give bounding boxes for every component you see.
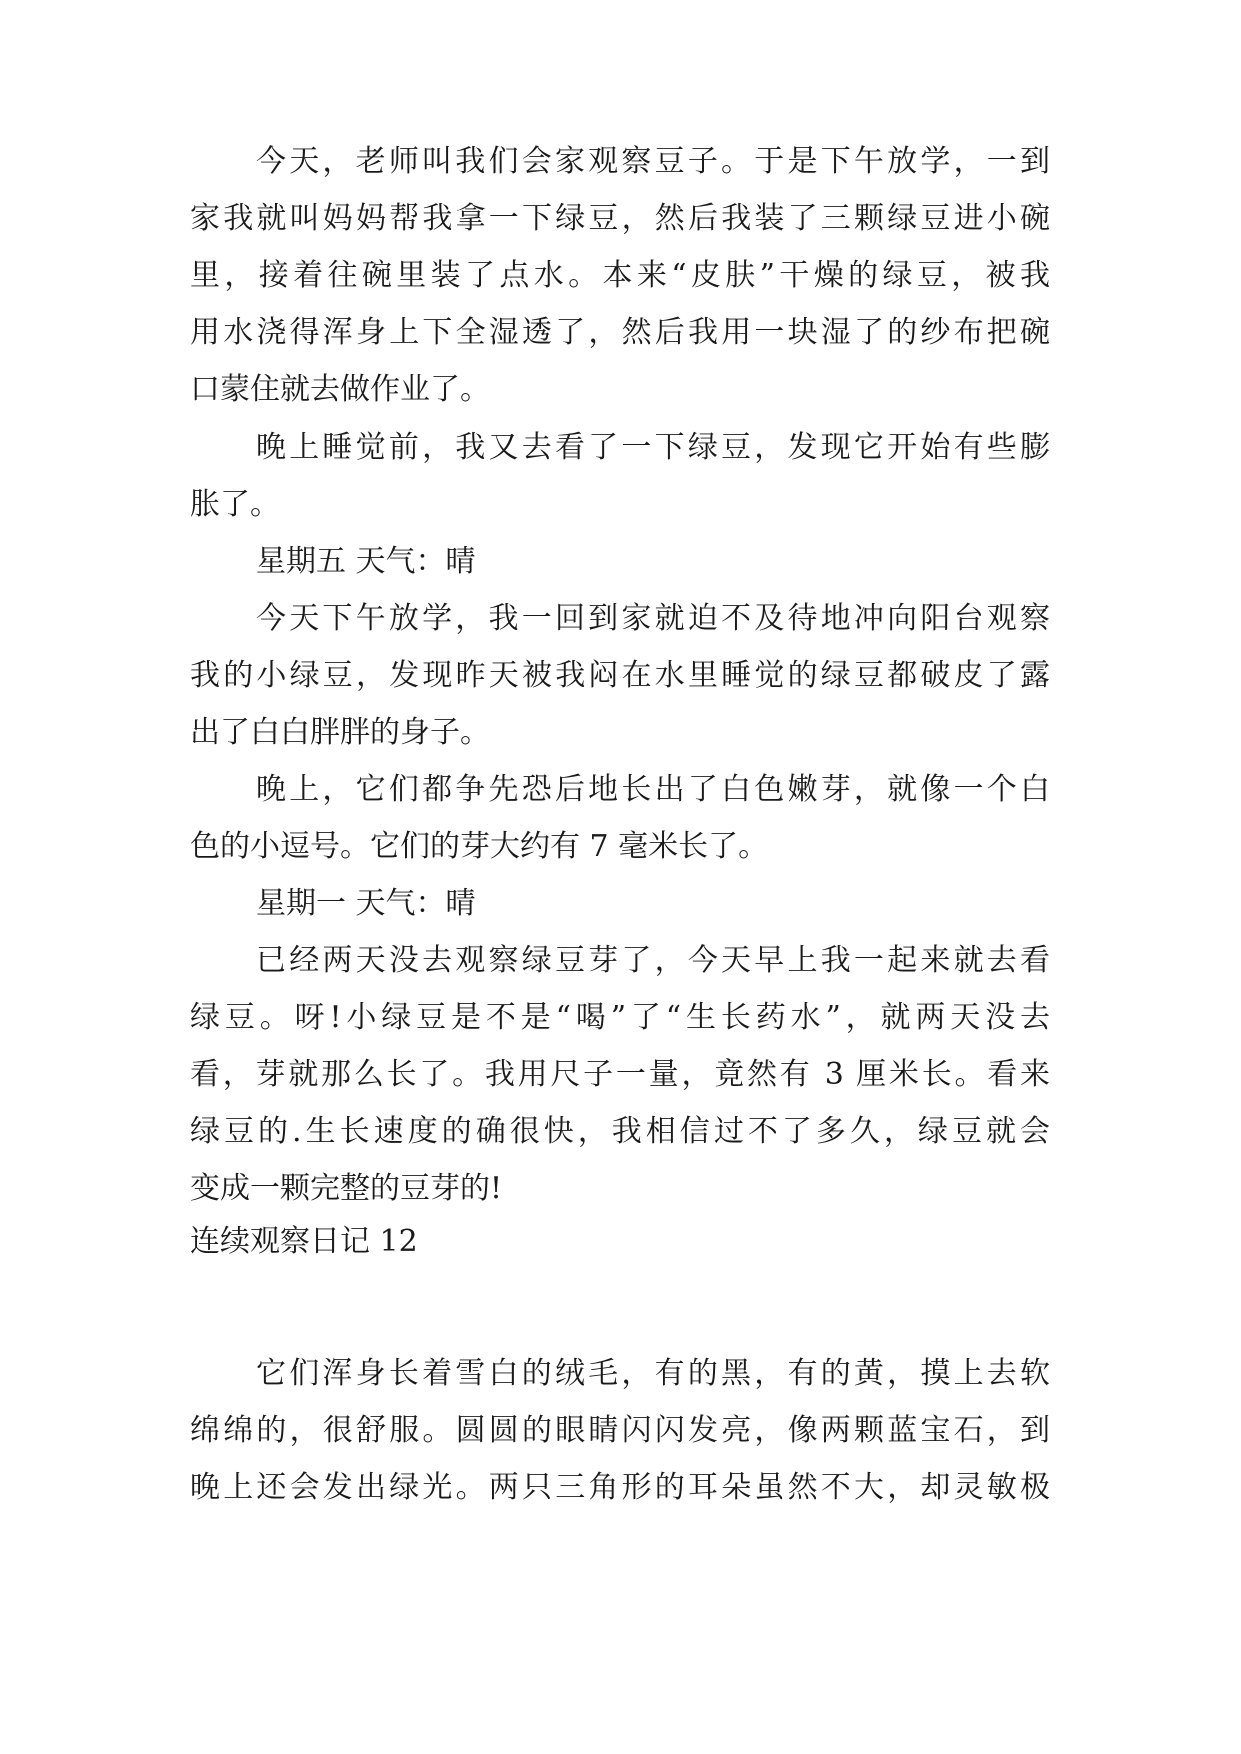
paragraph-line: 今天，老师叫我们会家观察豆子。于是下午放学，一到 <box>256 144 1050 179</box>
paragraph-line: 胀了。 <box>190 487 280 522</box>
paragraph-line: 已经两天没去观察绿豆芽了，今天早上我一起来就去看 <box>256 943 1050 978</box>
paragraph-line: 今天下午放学，我一回到家就迫不及待地冲向阳台观察 <box>256 601 1050 636</box>
paragraph-line: 我的小绿豆，发现昨天被我闷在水里睡觉的绿豆都破皮了露 <box>190 658 1050 693</box>
paragraph-line: 它们浑身长着雪白的绒毛，有的黑，有的黄，摸上去软 <box>256 1356 1050 1391</box>
section-title: 连续观察日记 12 <box>190 1224 418 1259</box>
paragraph-line: 用水浇得浑身上下全湿透了，然后我用一块湿了的纱布把碗 <box>190 315 1050 350</box>
paragraph-line: 晚上睡觉前，我又去看了一下绿豆，发现它开始有些膨 <box>256 430 1050 465</box>
paragraph-line: 晚上还会发出绿光。两只三角形的耳朵虽然不大，却灵敏极 <box>190 1470 1050 1505</box>
paragraph-line: 看，芽就那么长了。我用尺子一量，竟然有 3 厘米长。看来 <box>190 1057 1050 1092</box>
paragraph-line: 晚上，它们都争先恐后地长出了白色嫩芽，就像一个白 <box>256 772 1050 807</box>
paragraph-line: 绿豆。呀!小绿豆是不是“喝”了“生长药水”，就两天没去 <box>190 1000 1050 1035</box>
diary-date-heading: 星期一 天气：晴 <box>256 886 476 921</box>
paragraph-line: 绿豆的.生长速度的确很快，我相信过不了多久，绿豆就会 <box>190 1114 1050 1149</box>
diary-date-heading: 星期五 天气：晴 <box>256 544 476 579</box>
paragraph-line: 里，接着往碗里装了点水。本来“皮肤”干燥的绿豆，被我 <box>190 258 1050 293</box>
paragraph-line: 口蒙住就去做作业了。 <box>190 372 490 407</box>
paragraph-line: 变成一颗完整的豆芽的! <box>190 1171 503 1206</box>
paragraph-line: 绵绵的，很舒服。圆圆的眼睛闪闪发亮，像两颗蓝宝石，到 <box>190 1413 1050 1448</box>
paragraph-line: 出了白白胖胖的身子。 <box>190 715 490 750</box>
paragraph-line: 色的小逗号。它们的芽大约有 7 毫米长了。 <box>190 829 769 864</box>
paragraph-line: 家我就叫妈妈帮我拿一下绿豆，然后我装了三颗绿豆进小碗 <box>190 201 1050 236</box>
